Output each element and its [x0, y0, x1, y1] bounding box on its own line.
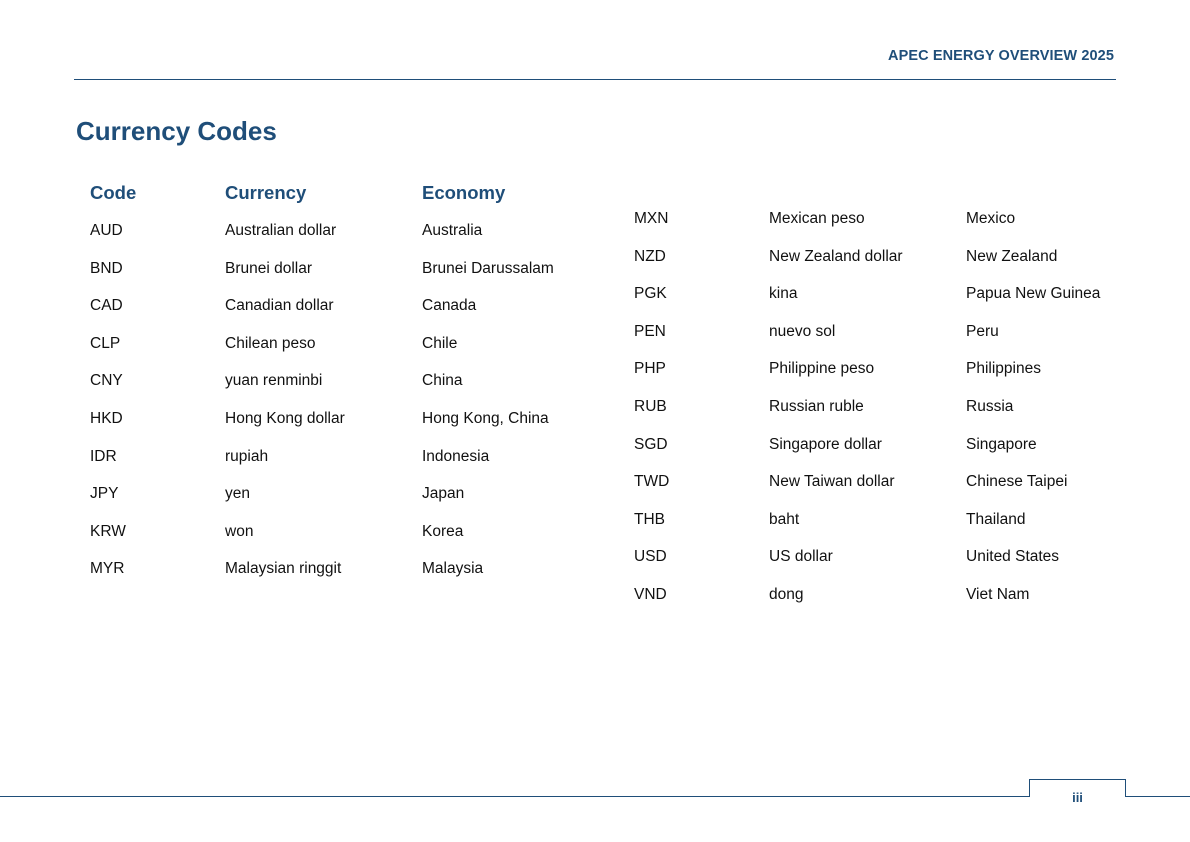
- economy-name: Singapore: [966, 435, 1037, 453]
- currency-name: Philippine peso: [769, 360, 875, 378]
- currency-name: Malaysian ringgit: [225, 560, 342, 578]
- page-title: Currency Codes: [76, 116, 277, 146]
- currency-code: BND: [90, 259, 123, 277]
- currency-code: CLP: [90, 334, 121, 352]
- currency-name: US dollar: [769, 548, 833, 566]
- economy-name: New Zealand: [966, 247, 1058, 265]
- currency-code: CAD: [90, 297, 123, 315]
- currency-name: Canadian dollar: [225, 297, 334, 315]
- economy-name: Chile: [422, 334, 458, 352]
- economy-name: Mexico: [966, 210, 1016, 227]
- currency-name: Australian dollar: [225, 222, 337, 239]
- economy-name: Peru: [966, 322, 999, 340]
- currency-name: rupiah: [225, 447, 269, 465]
- economy-name: United States: [966, 548, 1060, 566]
- currency-name: Mexican peso: [769, 210, 865, 227]
- economy-name: Indonesia: [422, 447, 490, 465]
- currency-name: kina: [769, 285, 798, 303]
- currency-code: PEN: [634, 322, 666, 340]
- footer-line-left: [0, 796, 1030, 797]
- currency-code: MXN: [634, 210, 669, 227]
- currency-name: Chilean peso: [225, 334, 316, 352]
- currency-name: New Zealand dollar: [769, 247, 903, 265]
- economy-name: Canada: [422, 297, 477, 315]
- currency-code: PHP: [634, 360, 666, 378]
- economy-name: Russia: [966, 398, 1014, 415]
- page-number: iii: [1072, 790, 1083, 805]
- currency-code: RUB: [634, 398, 667, 415]
- economy-name: China: [422, 372, 463, 390]
- currency-name: Russian ruble: [769, 398, 864, 415]
- currency-name: Hong Kong dollar: [225, 410, 345, 427]
- economy-name: Philippines: [966, 360, 1041, 378]
- economy-name: Brunei Darussalam: [422, 259, 554, 277]
- currency-code: JPY: [90, 485, 119, 503]
- currency-name: Brunei dollar: [225, 259, 313, 277]
- column-header-currency: Currency: [225, 182, 307, 203]
- currency-code: AUD: [90, 222, 123, 239]
- currency-code: HKD: [90, 410, 123, 427]
- currency-code: USD: [634, 548, 667, 566]
- currency-name: yuan renminbi: [225, 372, 323, 390]
- currency-name: dong: [769, 586, 804, 603]
- currency-name: yen: [225, 485, 250, 503]
- currency-code: CNY: [90, 372, 123, 390]
- currency-code: THB: [634, 510, 665, 528]
- currency-name: won: [225, 522, 254, 540]
- currency-code: VND: [634, 586, 667, 603]
- footer-line-right: [1124, 796, 1190, 797]
- economy-name: Malaysia: [422, 560, 484, 578]
- column-header-economy: Economy: [422, 182, 506, 203]
- economy-name: Viet Nam: [966, 586, 1030, 603]
- currency-code: IDR: [90, 447, 117, 465]
- economy-name: Korea: [422, 522, 464, 540]
- currency-code: PGK: [634, 285, 667, 303]
- column-header-code: Code: [90, 182, 137, 203]
- page-header-title: APEC ENERGY OVERVIEW 2025: [888, 48, 1114, 64]
- economy-name: Hong Kong, China: [422, 410, 549, 427]
- currency-code: SGD: [634, 435, 668, 453]
- currency-code: NZD: [634, 247, 666, 265]
- economy-name: Australia: [422, 222, 483, 239]
- economy-name: Chinese Taipei: [966, 473, 1068, 491]
- economy-name: Papua New Guinea: [966, 285, 1101, 303]
- currency-name: Singapore dollar: [769, 435, 882, 453]
- currency-name: New Taiwan dollar: [769, 473, 895, 491]
- economy-name: Thailand: [966, 510, 1026, 528]
- currency-code: KRW: [90, 522, 126, 540]
- currency-name: baht: [769, 510, 800, 528]
- currency-code: MYR: [90, 560, 125, 578]
- economy-name: Japan: [422, 485, 465, 503]
- currency-code: TWD: [634, 473, 670, 491]
- header-divider: [74, 79, 1116, 80]
- currency-name: nuevo sol: [769, 322, 836, 340]
